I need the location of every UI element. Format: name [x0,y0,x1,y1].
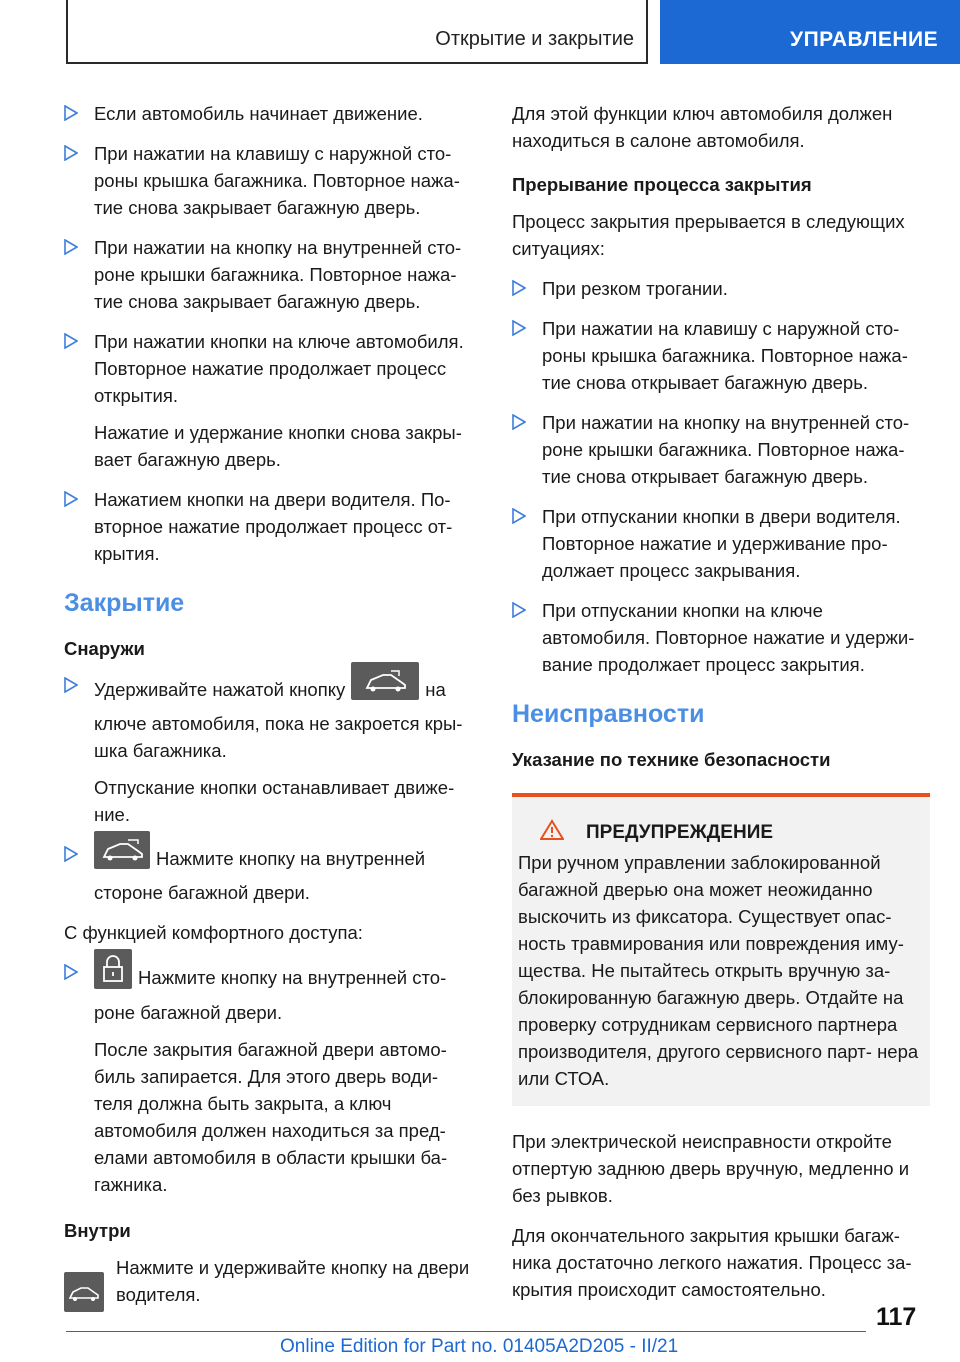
list-item-text: При нажатии на клавишу с наружной сто‐ роны крышка багажника. Повторное нажа‐ тие снова закрывает багажную дверь. [94,143,460,218]
list-item-text: Нажмите кнопку на внутренней сто‐ роне багажной двери. [94,966,447,1023]
comfort-access-text: С функцией комфортного доступа: [64,922,363,943]
page-number: 117 [876,1303,917,1331]
tailgate-key-button-icon [351,662,419,700]
right-column [512,100,930,1316]
bullet-triangle-icon [64,964,78,980]
list-item-text: При нажатии на кнопку на внутренней сто‐ роне крышки багажника. Повторное нажа‐ тие снова открывает багажную дверь. [542,412,910,487]
list-item-text: Нажмите кнопку на внутренней стороне багажной двери. [94,847,426,903]
intro-text: Для этой функции ключ автомобиля должен находиться в салоне автомобиля. [512,103,893,151]
bullet-triangle-icon [64,239,78,255]
bullet-triangle-icon [512,280,526,296]
list-item [512,409,930,490]
list-item [64,959,480,1198]
list-item-text: Если автомобиль начинает движение. [94,103,423,124]
list-item [512,503,930,584]
footer-divider [66,1331,866,1332]
warning-title: ПРЕДУПРЕЖДЕНИЕ [586,822,774,843]
list-item [64,841,480,906]
warning-header [518,819,922,847]
list-item [64,328,480,473]
bullet-triangle-icon [64,105,78,121]
list-item-text: При нажатии на кнопку на внутренней сто‐ роне крышки багажника. Повторное нажа‐ тие снова закрывает багажную дверь. [94,237,462,312]
warning-triangle-icon [540,819,564,847]
list-item [64,140,480,221]
inside-heading: Внутри [64,1220,131,1241]
list-item-text-cont: на ключе автомобиля, пока не закроется кры‐ шка багажника. [94,678,463,761]
header-section-box [66,0,648,64]
closing-heading: Закрытие [64,589,185,617]
list-item [64,100,480,127]
list-item-text: При резком трогании. [542,278,728,299]
list-item-text: Нажатием кнопки на двери водителя. По‐ вторное нажатие продолжает процесс от‐ крытия. [94,489,453,564]
fault-paragraph: При электрической неисправности откройте отпертую заднюю дверь вручную, медленно и без рывков. [512,1131,910,1206]
closing-paragraph: Для окончательного закрытия крышки багаж‐ ника достаточно легкого нажатия. Процесс за‐ крытия происходит самостоятельно. [512,1225,912,1300]
list-item [64,234,480,315]
list-item [512,597,930,678]
bullet-triangle-icon [64,145,78,161]
list-item-note: Нажатие и удержание кнопки снова закры‐ вает багажную дверь. [94,422,462,470]
bullet-triangle-icon [512,320,526,336]
left-column [64,100,480,1308]
bullet-triangle-icon [64,846,78,862]
warning-text: При ручном управлении заблокированной багажной дверью она может неожиданно выскочить из фиксатора. Существует опас‐ ность травмирования или повреждения иму‐ щества. Не пытайтесь открыть вручную за‐ блокированную багажную дверь. Отдайте на проверку сотрудникам сервисного партнера производителя, другого сервисного парт‐ нера или СТОА. [518,852,919,1089]
list-item [512,315,930,396]
bullet-triangle-icon [64,677,78,693]
list-item-text: При отпускании кнопки на ключе автомобиля. Повторное нажатие и удержи‐ вание продолжает процесс закрытия. [542,600,915,675]
list-item-text: При нажатии кнопки на ключе автомобиля. Повторное нажатие продолжает процесс открытия. [94,331,464,406]
list-item-note: После закрытия багажной двери автомо‐ биль запирается. Для этого дверь води‐ теля должна быть закрыта, а ключ автомобиля должен находиться за пред‐ елами автомобиля в области крышки ба‐ гажника. [94,1039,448,1195]
bullet-triangle-icon [64,333,78,349]
inside-instruction [64,1254,480,1308]
list-item [64,486,480,567]
list-item-text: При нажатии на клавишу с наружной сто‐ роны крышка багажника. Повторное нажа‐ тие снова открывает багажную дверь. [542,318,908,393]
tailgate-close-button-icon [94,831,150,869]
list-item [64,672,480,828]
bullet-triangle-icon [512,414,526,430]
interrupt-intro: Процесс закрытия прерывается в следующих ситуациях: [512,211,905,259]
warning-box [512,793,930,1106]
list-item-note: Отпускание кнопки останавливает движе‐ ние. [94,777,455,825]
header-chapter-title: УПРАВЛЕНИЕ [790,28,939,51]
bullet-triangle-icon [512,508,526,524]
safety-heading: Указание по технике безопасности [512,749,831,770]
outside-heading: Снаружи [64,638,145,659]
edition-footer: Online Edition for Part no. 01405A2D205 - II/21 [280,1336,679,1357]
list-item-text: Удерживайте нажатой кнопку [94,678,346,700]
list-item-text: При отпускании кнопки в двери водителя. Повторное нажатие и удерживание про‐ должает процесс закрывания. [542,506,901,581]
inside-text: Нажмите и удерживайте кнопку на двери водителя. [116,1257,470,1305]
header-section-title: Открытие и закрытие [435,28,634,50]
lock-button-icon [94,949,132,989]
list-item [512,275,930,302]
faults-heading: Неисправности [512,700,705,728]
driver-door-button-icon [64,1272,104,1312]
bullet-triangle-icon [512,602,526,618]
bullet-triangle-icon [64,491,78,507]
header-chapter-tab [660,0,960,64]
interrupt-heading: Прерывание процесса закрытия [512,174,812,195]
